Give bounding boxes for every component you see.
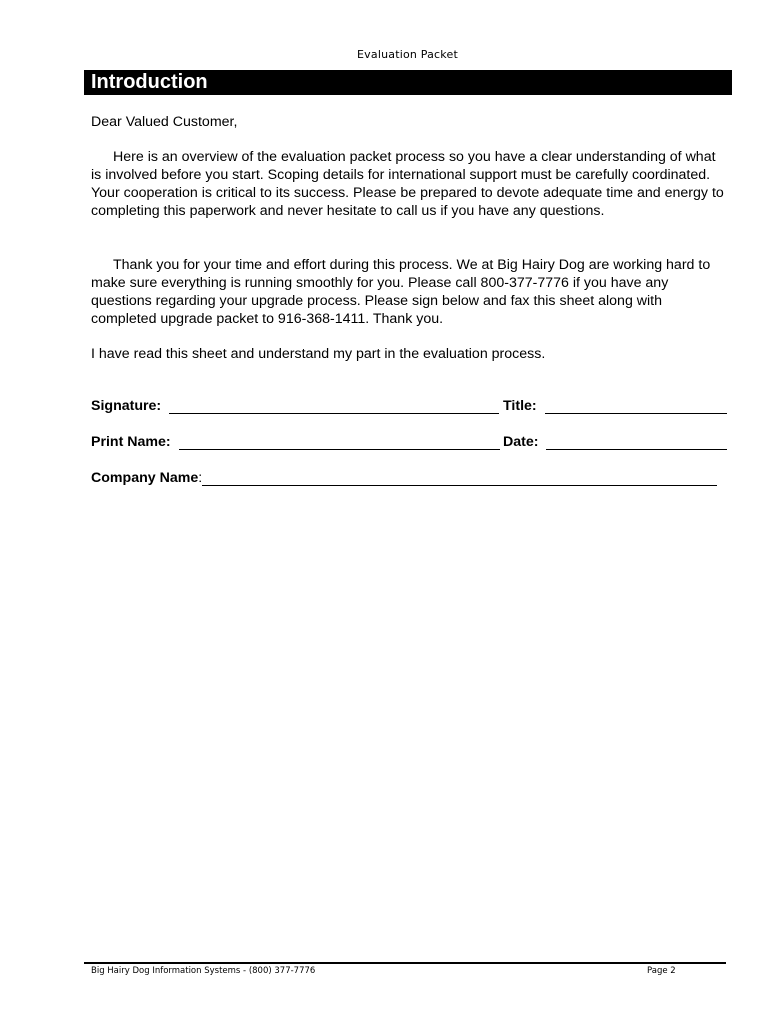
date-row [503, 434, 727, 450]
date-field[interactable] [546, 435, 727, 450]
company-name-field[interactable] [202, 471, 717, 486]
section-heading-bar [84, 70, 732, 95]
section-title: Introduction [91, 71, 208, 93]
company-name-row [91, 470, 717, 486]
print-name-row [91, 434, 500, 450]
acknowledgement-statement: I have read this sheet and understand my part in the evaluation process. [91, 346, 546, 362]
print-name-field[interactable] [179, 435, 500, 450]
title-label: Title: [503, 398, 537, 414]
letter-paragraph-1: Here is an overview of the evaluation packet process so you have a clear understanding of what is involved before you start. Scoping details for international support must be carefully coordinated. Your cooperation is critical to its success. Please be prepared to devote adequate time and energy to completing this paperwork and never hesitate to call us if you have any questions. [91, 149, 724, 219]
signature-label: Signature: [91, 398, 162, 414]
company-name-label: Company Name [91, 470, 199, 486]
letter-paragraph-2: Thank you for your time and effort during this process. We at Big Hairy Dog are working hard to make sure everything is running smoothly for you. Please call 800-377-7776 if you have any questions regarding your upgrade process. Please sign below and fax this sheet along with completed upgrade packet to 916-368-1411. Thank you. [91, 257, 711, 327]
signature-row [91, 398, 499, 414]
letter-greeting: Dear Valued Customer, [91, 114, 238, 130]
footer-page-number: Page 2 [647, 966, 676, 976]
footer-company-line: Big Hairy Dog Information Systems - (800) 377-7776 [91, 966, 316, 976]
title-row [503, 398, 727, 414]
footer-divider [84, 962, 726, 964]
page-header: Evaluation Packet [357, 48, 458, 61]
title-field[interactable] [545, 399, 727, 414]
date-label: Date: [503, 434, 539, 450]
print-name-label: Print Name: [91, 434, 171, 450]
signature-field[interactable] [169, 399, 499, 414]
company-name-colon: : [198, 470, 203, 486]
